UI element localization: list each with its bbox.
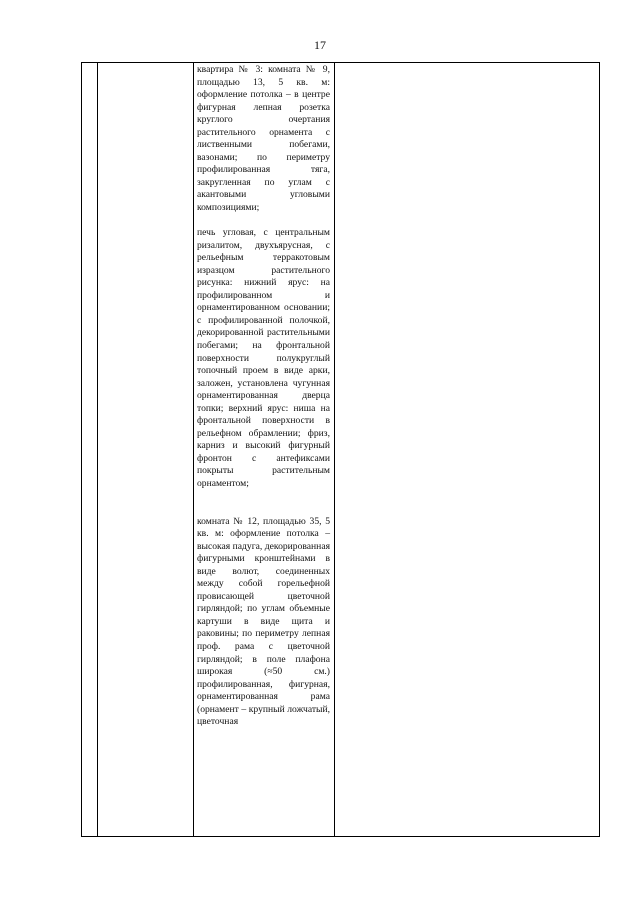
room-12-description: комната № 12, площадью 35, 5 кв. м: оформление потолка – высокая падуга, декорированная фигурными кронштейнами в виде волют, соединенных между собой горельефной провисающей цветочной гирляндой; по углам объемные картуши в виде щита и раковины; по периметру лепная проф. рама с цветочной гирляндой; в поле плафона широкая (≈50 см.) профилированная, фигурная, орнаментированная рама (орнамент – крупный ложчатый, цветочная <box>197 515 330 728</box>
column-divider-1 <box>97 63 98 836</box>
paragraph-gap <box>197 491 330 516</box>
page-number: 17 <box>314 38 326 52</box>
description-cell <box>197 64 330 729</box>
column-divider-3 <box>334 63 335 836</box>
paragraph-gap <box>197 215 330 228</box>
column-divider-2 <box>193 63 194 836</box>
apartment-3-room-9-description: квартира № 3: комната № 9, площадью 13, 5 кв. м: оформление потолка – в центре фигурная лепная розетка круглого очертания растительного орнамента с лиственными побегами, вазонами; по периметру профилированная тяга, закругленная по углам с акантовыми угловыми композициями; <box>197 64 330 214</box>
corner-stove-description: печь угловая, с центральным ризалитом, двухъярусная, с рельефным терракотовым изразцом растительного рисунка: нижний ярус: на профилированном и орнаментированном основании; с профилированной полочкой, декорированной растительными побегами; на фронтальной поверхности полукруглый топочный проем в виде арки, заложен, установлена чугунная орнаментированная дверца топки; верхний ярус: ниша на фронтальной поверхности в рельефном обрамлении; фриз, карниз и высокий фигурный фронтон с антефиксами покрыты растительным орнаментом; <box>197 227 330 489</box>
heritage-table <box>81 62 600 837</box>
